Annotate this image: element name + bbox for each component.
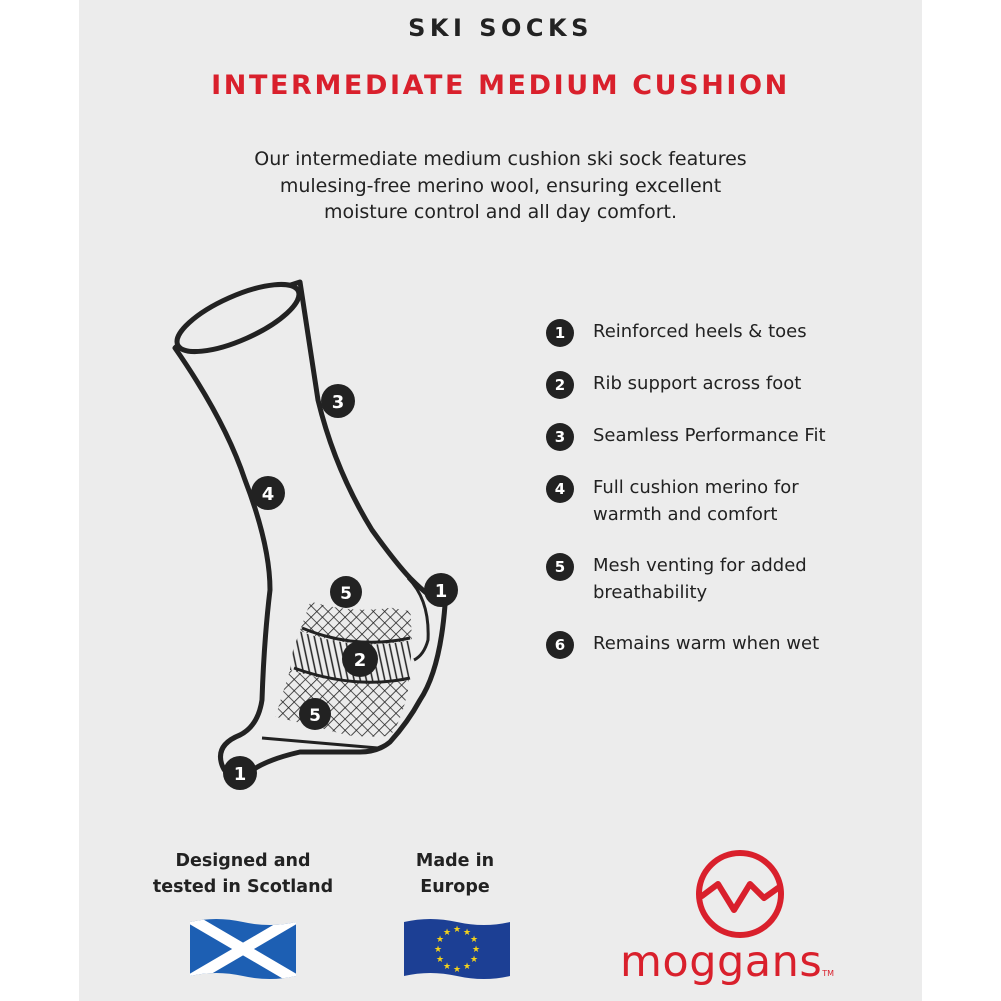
brand-name: moggans [620,937,823,987]
svg-text:5: 5 [309,706,321,726]
feature-line: Mesh venting for added [593,555,807,576]
marker-1-toe [223,756,257,790]
feature-number: 4 [546,475,574,503]
feature-item [546,423,883,451]
svg-text:★: ★ [471,945,481,955]
mountain-circle-logo-icon [694,848,786,940]
feature-line: breathability [593,581,708,603]
svg-text:1: 1 [434,581,448,602]
feature-item [546,475,883,528]
svg-text:★: ★ [452,925,462,935]
brand-wordmark [620,937,870,987]
feature-text [593,553,883,606]
origin-line: tested in Scotland [152,877,334,897]
origin-line: Made in [415,851,495,871]
marker-4 [251,476,285,510]
svg-text:★: ★ [469,955,479,965]
feature-number: 1 [546,319,574,347]
origin-scotland-label [130,848,356,900]
product-intro [180,146,821,226]
intro-line: Our intermediate medium cushion ski sock features [254,148,747,170]
feature-line: Full cushion merino for [593,477,799,498]
feature-text [593,371,883,398]
svg-text:★: ★ [435,935,445,945]
feature-number: 3 [546,423,574,451]
svg-text:1: 1 [233,764,247,785]
saltire-flag-icon [190,916,296,982]
svg-text:★: ★ [462,928,472,938]
feature-text [593,631,883,658]
marker-1-heel [424,573,458,607]
product-title: INTERMEDIATE MEDIUM CUSHION [211,70,790,101]
svg-text:4: 4 [261,484,275,505]
feature-number: 6 [546,631,574,659]
marker-5-upper [330,576,362,608]
feature-text [593,475,883,528]
product-kicker: SKI SOCKS [408,14,593,42]
svg-text:★: ★ [433,945,443,955]
feature-number: 2 [546,371,574,399]
svg-text:3: 3 [331,392,345,413]
svg-text:★: ★ [435,955,445,965]
feature-line: warmth and comfort [593,503,778,525]
feature-item [546,553,883,606]
feature-number: 5 [546,553,574,581]
feature-line: Reinforced heels & toes [593,321,807,342]
brand-trademark: TM [822,969,835,978]
eu-flag-icon [404,916,510,982]
feature-text [593,319,883,346]
feature-line: Rib support across foot [593,373,802,394]
svg-text:★: ★ [462,962,472,972]
feature-line: Remains warm when wet [593,633,820,654]
svg-text:5: 5 [340,584,352,604]
intro-line: mulesing-free merino wool, ensuring excellent [279,174,722,197]
feature-item [546,631,883,659]
origin-europe-label [380,848,530,900]
marker-5-lower [299,698,331,730]
svg-text:★: ★ [469,935,479,945]
intro-line: moisture control and all day comfort. [323,201,678,223]
feature-text [593,423,883,450]
sock-diagram [160,270,480,810]
feature-item [546,319,883,347]
feature-line: Seamless Performance Fit [593,425,826,446]
svg-text:2: 2 [353,650,367,671]
feature-item [546,371,883,399]
marker-2 [342,641,378,677]
svg-text:★: ★ [442,962,452,972]
svg-text:★: ★ [442,928,452,938]
origin-line: Designed and [175,851,311,871]
marker-3 [321,384,355,418]
origin-line: Europe [420,877,490,897]
svg-text:★: ★ [452,965,462,975]
